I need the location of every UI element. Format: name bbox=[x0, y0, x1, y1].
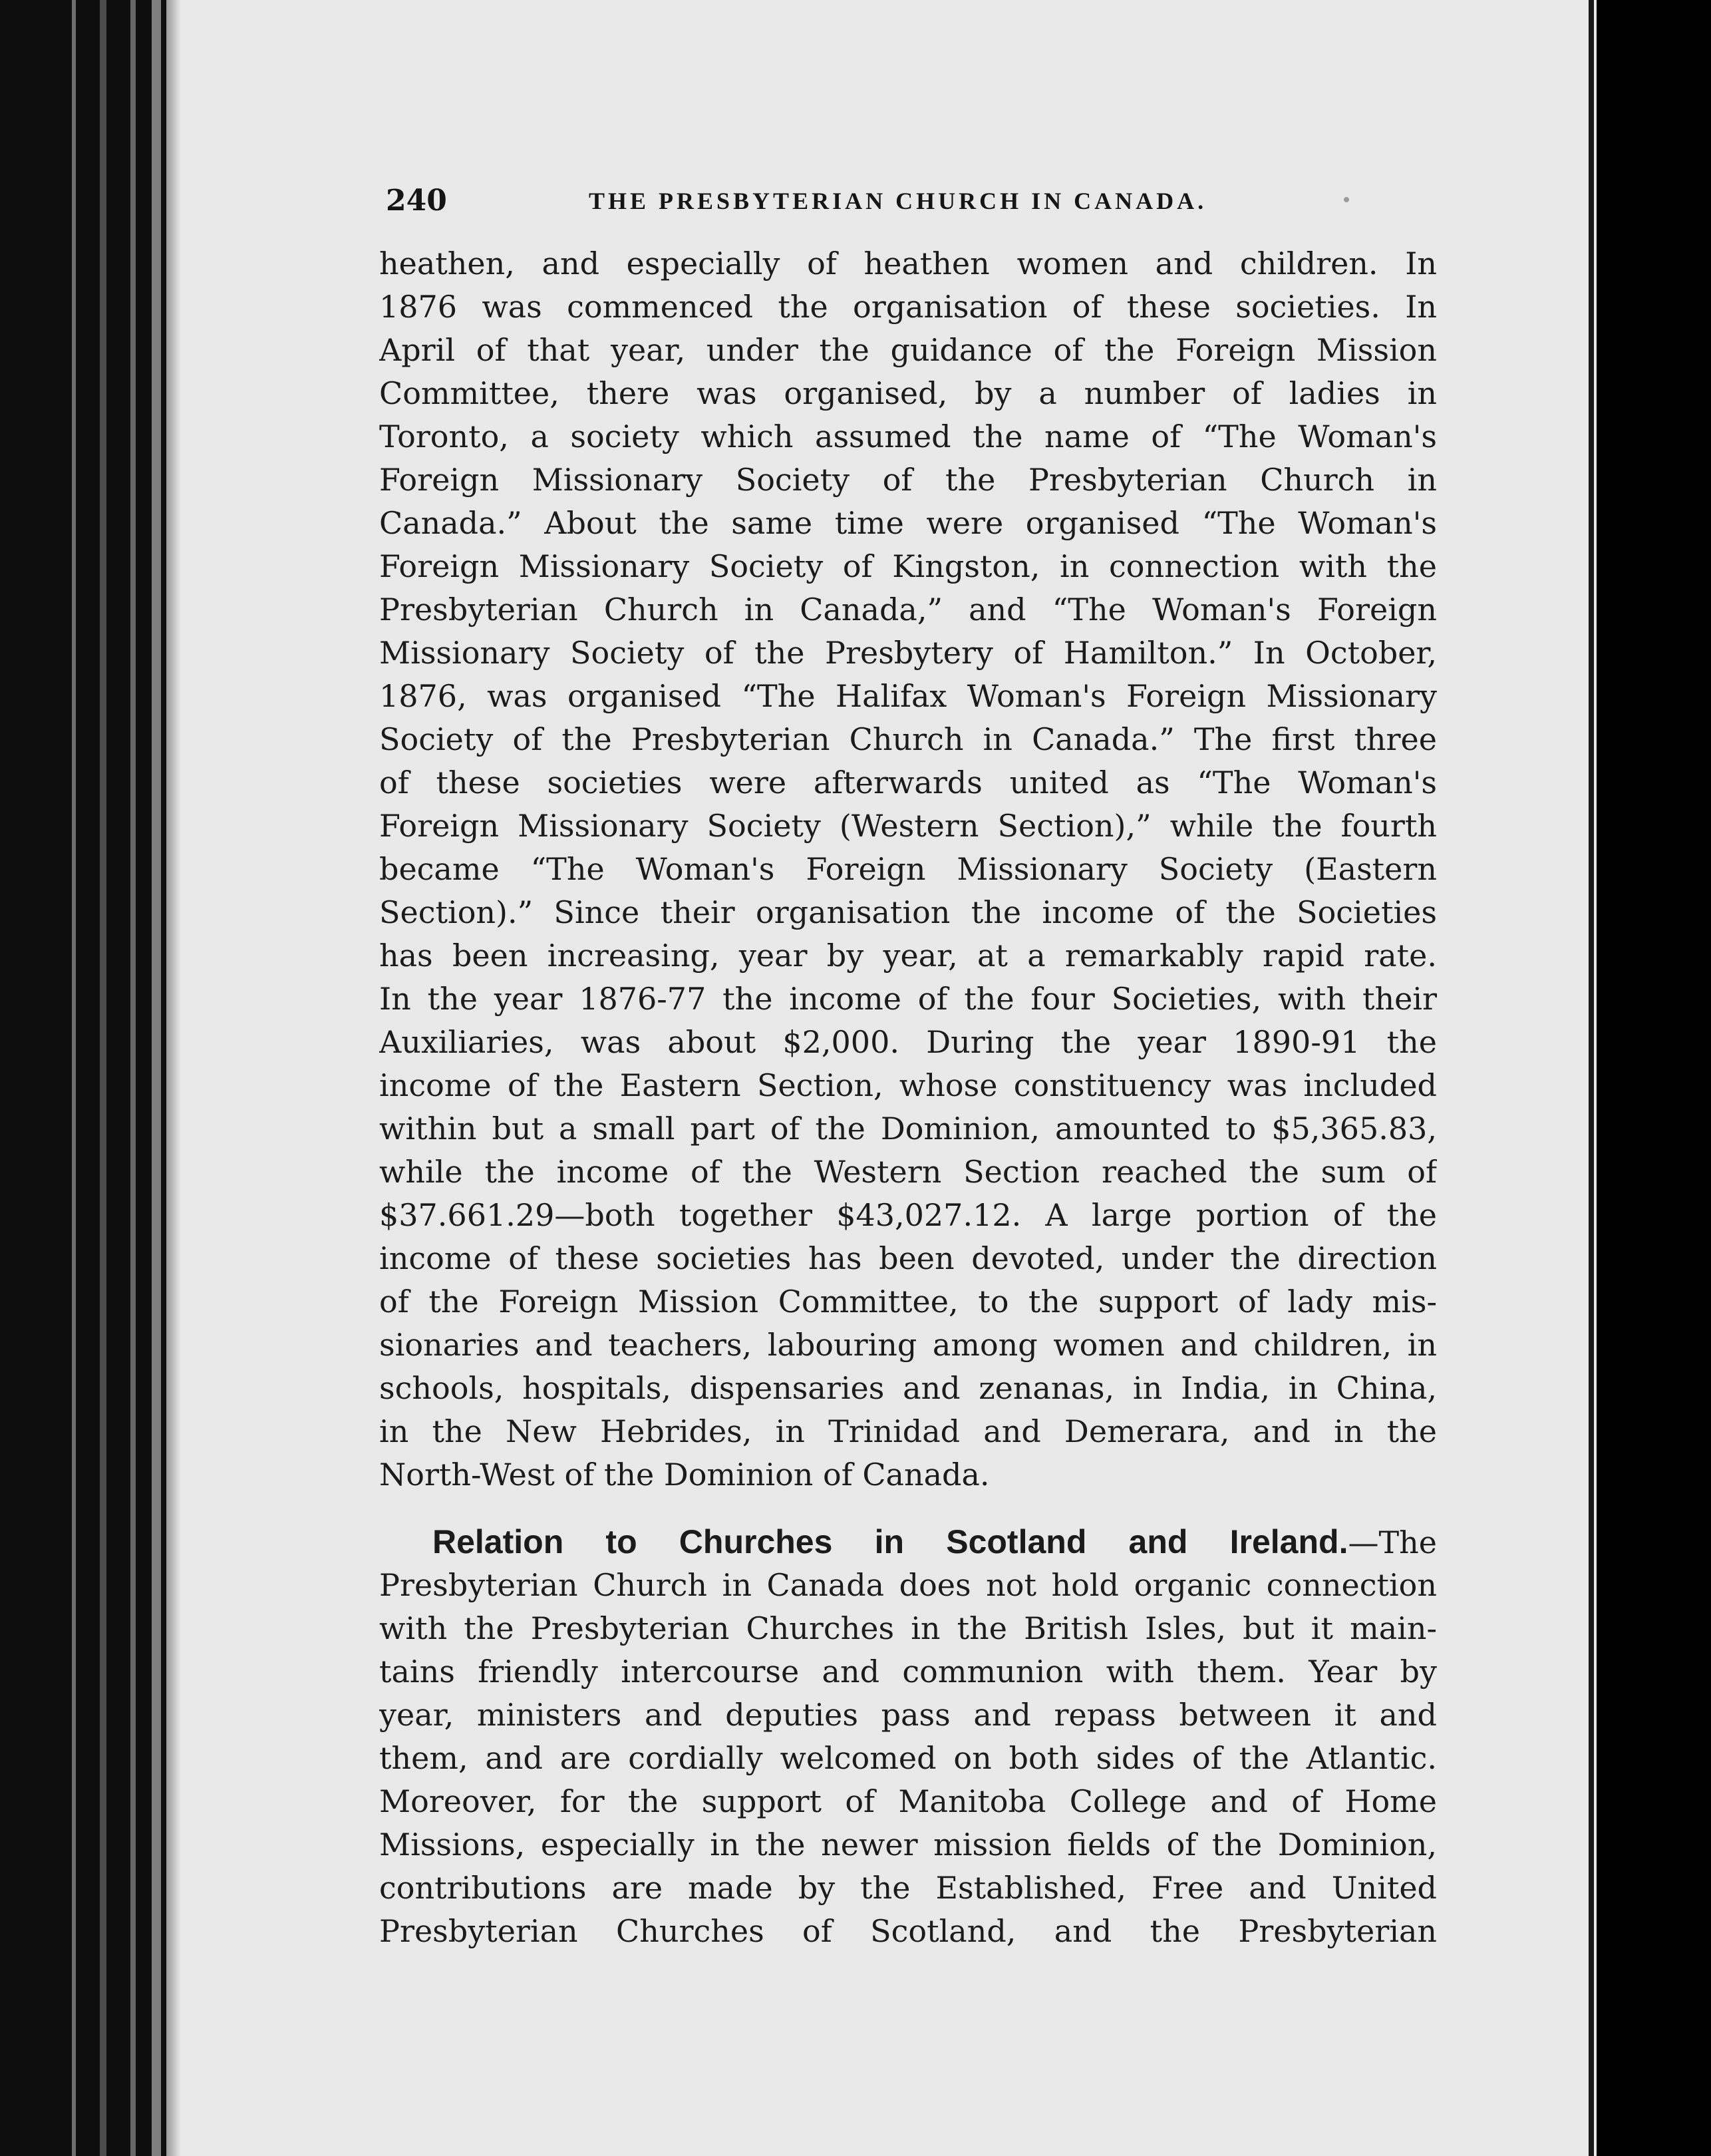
page-gutter-shadow bbox=[166, 0, 181, 2156]
text-line: while the income of the Western Section reached the sum of bbox=[379, 1154, 1437, 1190]
body-text bbox=[379, 242, 1437, 1953]
text-line: with the Presbyterian Churches in the British Isles, but it main- bbox=[379, 1610, 1437, 1646]
text-line bbox=[379, 1521, 1437, 1564]
text-line: of the Foreign Mission Committee, to the support of lady mis- bbox=[379, 1284, 1437, 1320]
text-line: them, and are cordially welcomed on both sides of the Atlantic. bbox=[379, 1740, 1437, 1776]
text-line: Missionary Society of the Presbytery of Hamilton.” In October, bbox=[379, 635, 1437, 671]
text-line: Canada.” About the same time were organised “The Woman's bbox=[379, 505, 1437, 541]
text-line: North-West of the Dominion of Canada. bbox=[379, 1457, 990, 1493]
running-header bbox=[386, 181, 1397, 221]
text-line: Missions, especially in the newer mission fields of the Dominion, bbox=[379, 1827, 1437, 1863]
text-line: Foreign Missionary Society of Kingston, in connection with the bbox=[379, 548, 1437, 584]
text-line: Society of the Presbyterian Church in Canada.” The first three bbox=[379, 721, 1437, 757]
binding-streak bbox=[100, 0, 106, 2156]
text-line: Presbyterian Church in Canada does not hold organic connection bbox=[379, 1567, 1437, 1603]
paragraph-relation-to-churches bbox=[379, 1521, 1437, 1953]
text-line: $37.661.29—both together $43,027.12. A large portion of the bbox=[379, 1197, 1437, 1233]
text-line: In the year 1876-77 the income of the four Societies, with their bbox=[379, 981, 1437, 1017]
running-title: THE PRESBYTERIAN CHURCH IN CANADA. bbox=[589, 188, 1207, 214]
text-line: schools, hospitals, dispensaries and zenanas, in India, in China, bbox=[379, 1370, 1437, 1406]
binding-streak bbox=[72, 0, 76, 2156]
text-line: Foreign Missionary Society of the Presbyterian Church in bbox=[379, 462, 1437, 498]
section-heading-continuation: —The bbox=[1348, 1525, 1437, 1560]
text-line: April of that year, under the guidance of the Foreign Mission bbox=[379, 332, 1437, 368]
text-line: 1876 was commenced the organisation of these societies. In bbox=[379, 289, 1437, 325]
text-line: Committee, there was organised, by a number of ladies in bbox=[379, 375, 1437, 411]
paragraph-women-missionary-societies bbox=[379, 242, 1437, 1497]
text-line: in the New Hebrides, in Trinidad and Demerara, and in the bbox=[379, 1413, 1437, 1449]
text-line: has been increasing, year by year, at a remarkably rapid rate. bbox=[379, 938, 1437, 974]
text-line: income of these societies has been devoted, under the direction bbox=[379, 1240, 1437, 1276]
scan-binding-edge bbox=[0, 0, 166, 2156]
scan-right-margin bbox=[1597, 0, 1711, 2156]
text-line: Auxiliaries, was about $2,000. During the year 1890-91 the bbox=[379, 1024, 1437, 1060]
text-line: income of the Eastern Section, whose constituency was included bbox=[379, 1067, 1437, 1103]
text-line: Presbyterian Church in Canada,” and “The Woman's Foreign bbox=[379, 592, 1437, 628]
section-heading: Relation to Churches in Scotland and Ireland. bbox=[432, 1523, 1348, 1560]
text-line: contributions are made by the Established, Free and United bbox=[379, 1870, 1437, 1906]
text-line: Presbyterian Churches of Scotland, and the Presbyterian bbox=[379, 1913, 1437, 1949]
text-line: became “The Woman's Foreign Missionary Society (Eastern bbox=[379, 851, 1437, 887]
text-line: of these societies were afterwards united as “The Woman's bbox=[379, 765, 1437, 801]
text-line: Toronto, a society which assumed the name of “The Woman's bbox=[379, 419, 1437, 454]
binding-streak bbox=[130, 0, 136, 2156]
text-line: within but a small part of the Dominion, amounted to $5,365.83, bbox=[379, 1111, 1437, 1147]
text-line: 1876, was organised “The Halifax Woman's Foreign Missionary bbox=[379, 678, 1437, 714]
binding-streak bbox=[152, 0, 161, 2156]
text-line: Foreign Missionary Society (Western Section),” while the fourth bbox=[379, 808, 1437, 844]
text-line: tains friendly intercourse and communion with them. Year by bbox=[379, 1654, 1437, 1690]
text-line: sionaries and teachers, labouring among women and children, in bbox=[379, 1327, 1437, 1363]
text-line: Moreover, for the support of Manitoba College and of Home bbox=[379, 1783, 1437, 1819]
page-number: 240 bbox=[386, 184, 447, 218]
page-right-edge bbox=[1589, 0, 1594, 2156]
text-line: heathen, and especially of heathen women and children. In bbox=[379, 246, 1437, 281]
text-line: year, ministers and deputies pass and repass between it and bbox=[379, 1697, 1437, 1733]
paragraph-gap bbox=[379, 1497, 1437, 1521]
text-line: Section).” Since their organisation the income of the Societies bbox=[379, 894, 1437, 930]
